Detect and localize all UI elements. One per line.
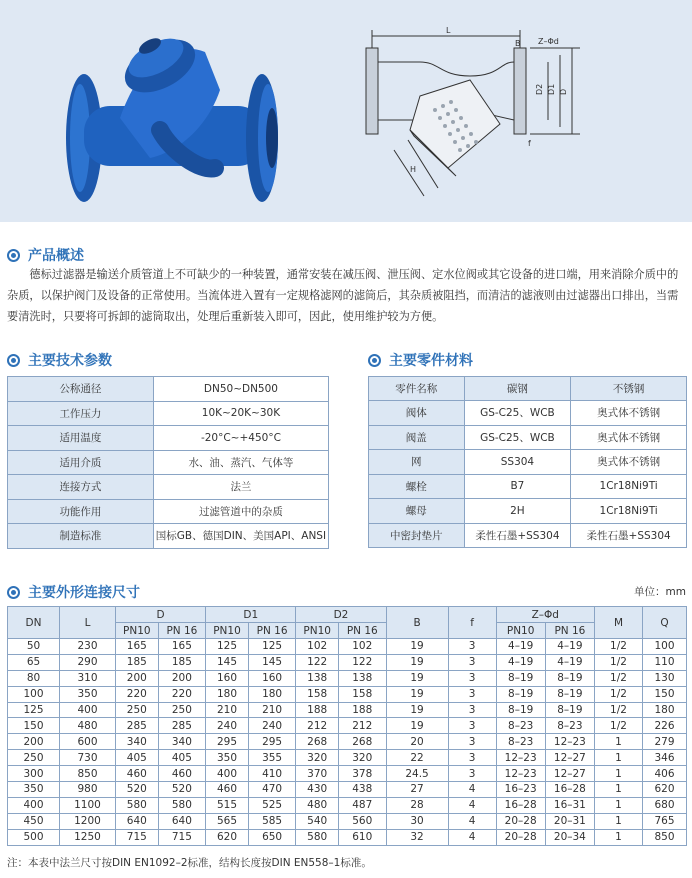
- dim-cell: 525: [248, 797, 296, 813]
- dim-cell: 28: [386, 797, 448, 813]
- dim-cell: 1: [595, 782, 643, 798]
- dim-cell: 250: [158, 702, 206, 718]
- section-diagram: [366, 30, 580, 196]
- dim-cell: 145: [248, 654, 296, 670]
- diagram-label-f: f: [528, 139, 531, 148]
- tech-value: 过滤管道中的杂质: [153, 499, 328, 524]
- bullet-icon: [7, 586, 20, 599]
- tech-title: [7, 350, 112, 370]
- dim-cell: 80: [8, 670, 60, 686]
- dim-cell: 3: [448, 734, 496, 750]
- dim-cell: 185: [158, 654, 206, 670]
- table-row: [8, 718, 687, 734]
- cell: 1Cr18Ni9Ti: [571, 499, 687, 524]
- dim-cell: 4–19: [545, 639, 594, 655]
- dim-cell: 158: [296, 686, 339, 702]
- dim-cell: 279: [643, 734, 687, 750]
- table-header-row: [369, 377, 687, 401]
- dim-cell: 1/2: [595, 654, 643, 670]
- dim-cell: 620: [643, 782, 687, 798]
- dim-cell: 295: [248, 734, 296, 750]
- dim-cell: 460: [116, 766, 159, 782]
- tech-value: 水、油、蒸汽、气体等: [153, 450, 328, 475]
- table-row: [8, 702, 687, 718]
- dim-cell: 185: [116, 654, 159, 670]
- table-row: [8, 750, 687, 766]
- col-subheader: PN10: [206, 623, 249, 639]
- dimensions-body: [8, 639, 687, 846]
- cell: 奥式体不锈钢: [571, 425, 687, 450]
- cell: 奥式体不锈钢: [571, 450, 687, 475]
- dim-cell: 650: [248, 829, 296, 845]
- intro-title-text: 产品概述: [28, 248, 84, 264]
- col-header-dn: DN: [8, 607, 60, 639]
- dim-cell: 4: [448, 782, 496, 798]
- tech-key: 功能作用: [8, 499, 154, 524]
- footnote: 注：本表中法兰尺寸按DIN EN1092–2标准，结构长度按DIN EN558–1标准。: [7, 857, 372, 869]
- table-row: [8, 670, 687, 686]
- tech-key: 工作压力: [8, 401, 154, 426]
- dim-cell: 565: [206, 813, 249, 829]
- tech-table: [7, 376, 329, 549]
- dim-cell: 3: [448, 686, 496, 702]
- dim-cell: 12–27: [545, 766, 594, 782]
- dim-cell: 165: [158, 639, 206, 655]
- dim-cell: 1/2: [595, 702, 643, 718]
- col-header-d2: D2: [296, 607, 386, 623]
- tech-key: 制造标准: [8, 524, 154, 549]
- dim-cell: 8–23: [496, 734, 545, 750]
- dim-cell: 3: [448, 670, 496, 686]
- dim-cell: 130: [643, 670, 687, 686]
- dim-cell: 850: [643, 829, 687, 845]
- dim-cell: 560: [338, 813, 386, 829]
- dim-cell: 160: [248, 670, 296, 686]
- dim-cell: 1250: [60, 829, 116, 845]
- dim-cell: 470: [248, 782, 296, 798]
- dim-cell: 125: [248, 639, 296, 655]
- dim-cell: 1/2: [595, 639, 643, 655]
- dim-cell: 310: [60, 670, 116, 686]
- dim-cell: 19: [386, 670, 448, 686]
- table-row: [369, 474, 687, 499]
- tech-key: 连接方式: [8, 475, 154, 500]
- dim-cell: 515: [206, 797, 249, 813]
- dim-cell: 22: [386, 750, 448, 766]
- dim-cell: 138: [296, 670, 339, 686]
- dim-cell: 200: [116, 670, 159, 686]
- dim-cell: 160: [206, 670, 249, 686]
- dim-cell: 3: [448, 654, 496, 670]
- dim-cell: 680: [643, 797, 687, 813]
- dims-title: [7, 582, 140, 602]
- dim-cell: 350: [206, 750, 249, 766]
- intro-paragraph: 德标过滤器是输送介质管道上不可缺少的一种装置，通常安装在减压阀、泄压阀、定水位阀或其它设备的进口端，用来消除介质中的杂质，以保护阀门及设备的正常使用。当流体进入置有一定规格滤网的滤筒后，其杂质被阻挡，而清洁的滤液则由过滤器出口排出，当需要清洗时，只要将可拆卸的滤筒取出，处理后重新装入即可，因此，使用维护较为方便。: [7, 268, 679, 323]
- diagram-label-d2: D2: [535, 83, 544, 95]
- part-name: 螺母: [369, 499, 465, 524]
- table-row: [369, 401, 687, 426]
- dim-cell: 200: [158, 670, 206, 686]
- dim-cell: 715: [116, 829, 159, 845]
- dim-cell: 580: [116, 797, 159, 813]
- dim-cell: 1: [595, 829, 643, 845]
- dim-cell: 220: [116, 686, 159, 702]
- dim-cell: 102: [338, 639, 386, 655]
- dim-cell: 268: [296, 734, 339, 750]
- dim-cell: 3: [448, 639, 496, 655]
- cell: 柔性石墨+SS304: [464, 523, 571, 548]
- table-row: [8, 401, 329, 426]
- dim-cell: 12–23: [496, 750, 545, 766]
- materials-table: [368, 376, 687, 548]
- dim-cell: 480: [60, 718, 116, 734]
- col-header-m: M: [595, 607, 643, 639]
- dim-cell: 1100: [60, 797, 116, 813]
- dim-cell: 150: [8, 718, 60, 734]
- col-header-d1: D1: [206, 607, 296, 623]
- dim-cell: 1/2: [595, 718, 643, 734]
- dim-cell: 19: [386, 654, 448, 670]
- table-row: [8, 524, 329, 549]
- cell: 柔性石墨+SS304: [571, 523, 687, 548]
- diagram-label-d: D: [559, 88, 568, 95]
- dim-cell: 1: [595, 766, 643, 782]
- table-row: [369, 499, 687, 524]
- dim-cell: 300: [8, 766, 60, 782]
- dim-cell: 520: [116, 782, 159, 798]
- dim-cell: 210: [206, 702, 249, 718]
- dim-cell: 180: [643, 702, 687, 718]
- dim-cell: 400: [60, 702, 116, 718]
- dim-cell: 150: [643, 686, 687, 702]
- table-row: [8, 475, 329, 500]
- tech-value: DN50~DN500: [153, 377, 328, 402]
- table-row: [8, 766, 687, 782]
- dim-cell: 230: [60, 639, 116, 655]
- dim-cell: 3: [448, 766, 496, 782]
- dim-cell: 370: [296, 766, 339, 782]
- dim-cell: 350: [60, 686, 116, 702]
- table-row: [8, 377, 329, 402]
- dim-cell: 1/2: [595, 686, 643, 702]
- dim-cell: 460: [206, 782, 249, 798]
- dim-cell: 480: [296, 797, 339, 813]
- dim-cell: 715: [158, 829, 206, 845]
- dimensions-table: [7, 606, 687, 846]
- dim-cell: 20–28: [496, 829, 545, 845]
- dim-cell: 180: [206, 686, 249, 702]
- product-photo: [66, 29, 278, 202]
- table-row: [8, 639, 687, 655]
- dim-cell: 16–28: [545, 782, 594, 798]
- diagram-label-l: L: [446, 26, 451, 35]
- dims-title-text: 主要外形连接尺寸: [28, 585, 140, 601]
- dim-cell: 188: [296, 702, 339, 718]
- dim-cell: 16–28: [496, 797, 545, 813]
- hero-banner: [0, 0, 692, 222]
- dim-cell: 450: [8, 813, 60, 829]
- tech-key: 适用温度: [8, 426, 154, 451]
- dim-cell: 400: [8, 797, 60, 813]
- col-subheader: PN10: [496, 623, 545, 639]
- table-header-row: [8, 607, 687, 623]
- cell: GS-C25、WCB: [464, 401, 571, 426]
- table-row: [8, 499, 329, 524]
- dim-cell: 460: [158, 766, 206, 782]
- dim-cell: 730: [60, 750, 116, 766]
- dim-cell: 12–23: [496, 766, 545, 782]
- dim-cell: 320: [296, 750, 339, 766]
- diagram-label-h: H: [410, 165, 417, 174]
- dim-cell: 212: [296, 718, 339, 734]
- col-subheader: PN 16: [545, 623, 594, 639]
- dim-cell: 355: [248, 750, 296, 766]
- dim-cell: 1: [595, 734, 643, 750]
- col-subheader: PN 16: [248, 623, 296, 639]
- dim-cell: 980: [60, 782, 116, 798]
- col-subheader: PN 16: [338, 623, 386, 639]
- dim-cell: 100: [8, 686, 60, 702]
- dim-cell: 125: [206, 639, 249, 655]
- dim-cell: 410: [248, 766, 296, 782]
- dim-cell: 1: [595, 797, 643, 813]
- dim-cell: 400: [206, 766, 249, 782]
- col-subheader: PN10: [116, 623, 159, 639]
- table-row: [8, 686, 687, 702]
- dim-cell: 12–27: [545, 750, 594, 766]
- dim-cell: 765: [643, 813, 687, 829]
- materials-title: [368, 350, 473, 370]
- dim-cell: 850: [60, 766, 116, 782]
- dim-cell: 3: [448, 750, 496, 766]
- dim-cell: 8–19: [496, 702, 545, 718]
- dim-cell: 1: [595, 813, 643, 829]
- dim-cell: 487: [338, 797, 386, 813]
- part-name: 中密封垫片: [369, 523, 465, 548]
- cell: 2H: [464, 499, 571, 524]
- part-name: 网: [369, 450, 465, 475]
- materials-title-text: 主要零件材料: [389, 353, 473, 369]
- table-row: [8, 829, 687, 845]
- part-name: 阀盖: [369, 425, 465, 450]
- dim-cell: 520: [158, 782, 206, 798]
- table-row: [369, 523, 687, 548]
- dim-cell: 20–34: [545, 829, 594, 845]
- bullet-icon: [7, 354, 20, 367]
- dim-cell: 212: [338, 718, 386, 734]
- dim-cell: 16–31: [545, 797, 594, 813]
- dim-cell: 240: [248, 718, 296, 734]
- dim-cell: 180: [248, 686, 296, 702]
- dim-cell: 240: [206, 718, 249, 734]
- dim-cell: 158: [338, 686, 386, 702]
- cell: SS304: [464, 450, 571, 475]
- dim-cell: 20: [386, 734, 448, 750]
- dim-cell: 125: [8, 702, 60, 718]
- cell: GS-C25、WCB: [464, 425, 571, 450]
- dim-cell: 145: [206, 654, 249, 670]
- dim-cell: 3: [448, 702, 496, 718]
- dim-cell: 285: [116, 718, 159, 734]
- dim-cell: 210: [248, 702, 296, 718]
- intro-title: [7, 245, 84, 265]
- dim-cell: 24.5: [386, 766, 448, 782]
- col-header-l: L: [60, 607, 116, 639]
- dim-cell: 30: [386, 813, 448, 829]
- bullet-icon: [368, 354, 381, 367]
- dim-cell: 220: [158, 686, 206, 702]
- diagram-label-d1: D1: [547, 83, 556, 95]
- tech-value: 国标GB、德国DIN、美国API、ANSI: [153, 524, 328, 549]
- dim-cell: 610: [338, 829, 386, 845]
- dim-cell: 4–19: [496, 654, 545, 670]
- col-header: 碳钢: [464, 377, 571, 401]
- dim-cell: 102: [296, 639, 339, 655]
- dim-cell: 250: [116, 702, 159, 718]
- dim-cell: 4: [448, 829, 496, 845]
- dim-cell: 640: [116, 813, 159, 829]
- dim-cell: 19: [386, 639, 448, 655]
- tech-title-text: 主要技术参数: [28, 353, 112, 369]
- tech-value: 法兰: [153, 475, 328, 500]
- dim-cell: 340: [158, 734, 206, 750]
- dim-cell: 346: [643, 750, 687, 766]
- part-name: 螺栓: [369, 474, 465, 499]
- tech-key: 公称通径: [8, 377, 154, 402]
- dim-cell: 12–23: [545, 734, 594, 750]
- dim-cell: 250: [8, 750, 60, 766]
- dim-cell: 1: [595, 750, 643, 766]
- dim-cell: 226: [643, 718, 687, 734]
- dim-cell: 295: [206, 734, 249, 750]
- dim-cell: 3: [448, 718, 496, 734]
- table-row: [8, 654, 687, 670]
- dim-cell: 378: [338, 766, 386, 782]
- dim-cell: 200: [8, 734, 60, 750]
- dim-cell: 406: [643, 766, 687, 782]
- dim-cell: 405: [116, 750, 159, 766]
- dim-cell: 8–23: [496, 718, 545, 734]
- dim-cell: 285: [158, 718, 206, 734]
- dim-cell: 27: [386, 782, 448, 798]
- dim-cell: 19: [386, 718, 448, 734]
- dim-cell: 500: [8, 829, 60, 845]
- dim-cell: 585: [248, 813, 296, 829]
- dim-cell: 640: [158, 813, 206, 829]
- dim-cell: 165: [116, 639, 159, 655]
- dim-cell: 122: [338, 654, 386, 670]
- dim-cell: 4–19: [496, 639, 545, 655]
- dim-cell: 268: [338, 734, 386, 750]
- dim-cell: 1200: [60, 813, 116, 829]
- dim-cell: 20–31: [545, 813, 594, 829]
- dim-cell: 540: [296, 813, 339, 829]
- dim-cell: 122: [296, 654, 339, 670]
- dim-cell: 580: [296, 829, 339, 845]
- dim-cell: 20–28: [496, 813, 545, 829]
- col-header-f: f: [448, 607, 496, 639]
- dim-cell: 100: [643, 639, 687, 655]
- dim-cell: 350: [8, 782, 60, 798]
- col-header-q: Q: [643, 607, 687, 639]
- table-row: [369, 425, 687, 450]
- dim-cell: 4: [448, 813, 496, 829]
- col-header: 零件名称: [369, 377, 465, 401]
- unit-label: 单位：mm: [634, 586, 686, 598]
- table-row: [8, 734, 687, 750]
- table-row: [369, 450, 687, 475]
- tech-value: 10K~20K~30K: [153, 401, 328, 426]
- dim-cell: 19: [386, 702, 448, 718]
- dim-cell: 8–23: [545, 718, 594, 734]
- dim-cell: 8–19: [496, 670, 545, 686]
- dim-cell: 580: [158, 797, 206, 813]
- dim-cell: 430: [296, 782, 339, 798]
- table-row: [8, 426, 329, 451]
- dim-cell: 438: [338, 782, 386, 798]
- cell: 1Cr18Ni9Ti: [571, 474, 687, 499]
- table-row: [8, 782, 687, 798]
- dim-cell: 600: [60, 734, 116, 750]
- col-header-z: Z–Φd: [496, 607, 594, 623]
- dim-cell: 138: [338, 670, 386, 686]
- col-subheader: PN 16: [158, 623, 206, 639]
- dim-cell: 110: [643, 654, 687, 670]
- diagram-label-b: B: [515, 39, 521, 48]
- dim-cell: 32: [386, 829, 448, 845]
- diagram-label-z: Z–Φd: [538, 37, 559, 46]
- dim-cell: 290: [60, 654, 116, 670]
- dim-cell: 405: [158, 750, 206, 766]
- table-row: [8, 797, 687, 813]
- dim-cell: 16–23: [496, 782, 545, 798]
- dim-cell: 19: [386, 686, 448, 702]
- cell: 奥式体不锈钢: [571, 401, 687, 426]
- dim-cell: 1/2: [595, 670, 643, 686]
- dim-cell: 320: [338, 750, 386, 766]
- dim-cell: 8–19: [496, 686, 545, 702]
- col-header: 不锈钢: [571, 377, 687, 401]
- dim-cell: 340: [116, 734, 159, 750]
- tech-value: -20°C~+450°C: [153, 426, 328, 451]
- dim-cell: 8–19: [545, 702, 594, 718]
- col-header-b: B: [386, 607, 448, 639]
- table-row: [8, 450, 329, 475]
- hero-illustrations: [0, 0, 692, 222]
- dim-cell: 8–19: [545, 670, 594, 686]
- cell: B7: [464, 474, 571, 499]
- dim-cell: 188: [338, 702, 386, 718]
- dim-cell: 4: [448, 797, 496, 813]
- col-header-d: D: [116, 607, 206, 623]
- dim-cell: 4–19: [545, 654, 594, 670]
- dim-cell: 620: [206, 829, 249, 845]
- dim-cell: 8–19: [545, 686, 594, 702]
- table-row: [8, 813, 687, 829]
- dim-cell: 65: [8, 654, 60, 670]
- tech-key: 适用介质: [8, 450, 154, 475]
- col-subheader: PN10: [296, 623, 339, 639]
- dim-cell: 50: [8, 639, 60, 655]
- part-name: 阀体: [369, 401, 465, 426]
- bullet-icon: [7, 249, 20, 262]
